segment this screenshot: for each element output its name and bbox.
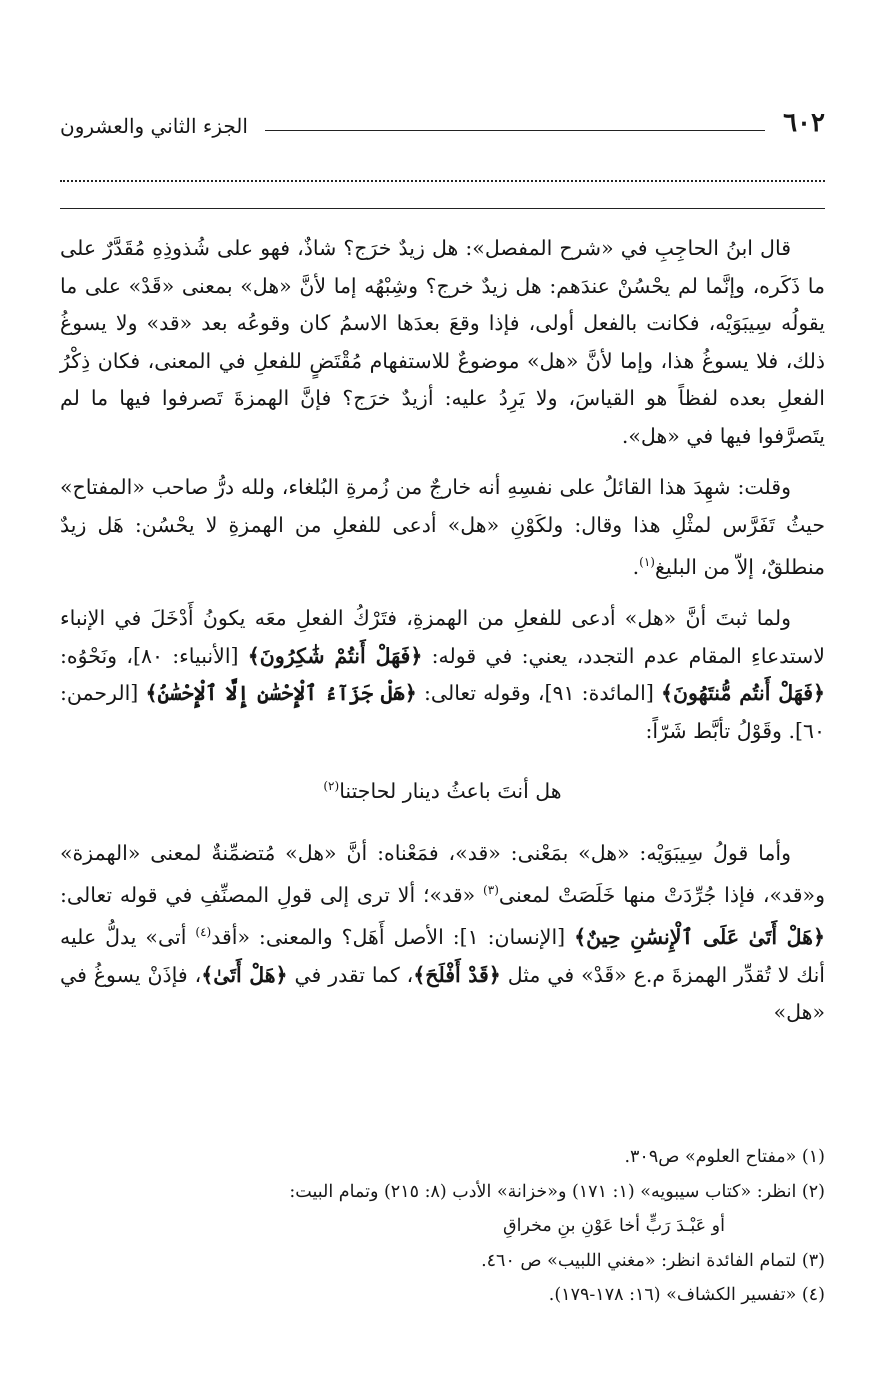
quran-verse: ﴿هَلْ جَزَآءُ ٱلْإِحْسَٰنِ إِلَّا ٱلْإِحْسَٰنُ﴾ [145, 681, 417, 706]
quran-verse: ﴿فَهَلْ أَنتُمْ شَٰكِرُونَ﴾ [247, 643, 423, 668]
quran-verse: ﴿هَلْ أَتَىٰ عَلَى ٱلْإِنسَٰنِ حِينٌ﴾ [574, 925, 826, 950]
book-page [60, 108, 826, 1305]
page-number: ٦٠٢ [783, 108, 825, 138]
paragraph-text: أتى» يدلُّ عليه أنك لا تُقدِّر الهمزةَ م.ع «قَدْ» في مثل [60, 925, 825, 987]
quran-verse: ﴿هَلْ أَتَىٰ﴾ [201, 962, 288, 987]
main-text [60, 230, 825, 1046]
dotted-separator [60, 180, 825, 182]
paragraph [60, 230, 825, 455]
verse-text: هل أنتَ باعثُ دينار لحاجتنا [339, 779, 562, 804]
paragraph-text: قال ابنُ الحاجِبِ في «شرح المفصل»: هل زيدٌ خرَج؟ شاذٌ، فهو على شُذوذِهِ مُقَدَّرٌ على ما ذَكَره، وإنَّما لم يحْسُنْ عندَهم: هل زيدٌ خرج؟ وشِبْهُه إما لأنَّ «هل» بمعنى «قَدْ» على ما يقولُه سِيبَوَيْه، فكانت بالفعل أولى، فإذا وقعَ بعدَها الاسمُ كان وقوعُه بعد «قد» ولا يسوغُ ذلك، فلا يسوغُ هذا، وإما لأنَّ «هل» موضوعٌ للاستفهام مُقْتَضٍ للفعلِ في المعنى، فكان ذِكْرُ الفعلِ بعده لفظاً هو القياسَ، ولا يَرِدُ عليه: أزيدٌ خرَج؟ فإنَّ الهمزةَ تَصرفوا فيها ما لم يتَصرَّفوا فيها في «هل». [60, 236, 825, 448]
paragraph-text: . [632, 554, 640, 579]
paragraph-text: [الإنسان: ١]: الأصل أَهَل؟ والمعنى: «أقد [211, 925, 575, 950]
header-rule [265, 130, 765, 131]
footnote-ref: (٤) [195, 925, 212, 940]
footnote-3: (٣) لتمام الفائدة انظر: «مغني اللبيب» ص ٤٦٠. [481, 1250, 825, 1271]
paragraph [60, 469, 825, 586]
footnote-ref: (١) [639, 555, 655, 569]
footnote-2: (٢) انظر: «كتاب سيبويه» (١: ١٧١) و«خزانة» الأدب (٨: ٢١٥) وتمام البيت: [289, 1181, 825, 1202]
footnote-1: (١) «مفتاح العلوم» ص٣٠٩. [624, 1147, 825, 1167]
paragraph [60, 835, 825, 1032]
paragraph-text: [الرحمن: ٦٠]. وقَوْلُ تأبَّط شَرّاً: [60, 681, 825, 743]
paragraph-text: «قد»؛ ألا ترى إلى قولِ المصنِّفِ في قوله تعالى: [60, 882, 484, 907]
paragraph-text: وأما قولُ سِيبَوَيْه: «هل» بمَعْنى: «قد»، فمَعْناه: أنَّ «هل» مُتضمِّنةٌ لمعنى «الهمزة» و«قد»، فإذا جُرِّدَتْ منها خَلَصَتْ لمعنى [60, 840, 825, 907]
poetry-verse [60, 768, 825, 810]
footnote-ref: (٣) [483, 883, 499, 898]
paragraph-text: [الأنبياء: ٨٠]، ونَحْوُه: [60, 643, 248, 668]
paragraph-text: ، كما تقدر في [287, 962, 414, 987]
paragraph-text: ، فإذَنْ يسوغُ في «هل» [60, 962, 825, 1025]
footnote-4: (٤) «تفسير الكشاف» (١٦: ١٧٨-١٧٩). [548, 1285, 825, 1305]
page-header [60, 108, 825, 154]
header-separator-line [60, 208, 825, 209]
footnote-ref: (٢) [323, 779, 340, 794]
footnotes [60, 1140, 825, 1313]
footnote-2-verse: أو عَبْـدَ رَبٍّ أخا عَوْنِ بنِ مخراقِ [503, 1216, 725, 1236]
paragraph-text: وقلت: شهِدَ هذا القائلُ على نفسِهِ أنه خارجٌ من زُمرةِ البُلغاء، ولله درُّ صاحب «المفتاح» حيثُ تَفَرَّس لمثْلِ هذا وقال: ولكَوْنِ «هل» أدعى للفعلِ من الهمزةِ لا يحْسُن: هَل زيدٌ منطلقٌ، إلاّ من البليغ [60, 475, 825, 579]
quran-verse: ﴿فَهَلْ أَنتُم مُّنتَهُونَ﴾ [660, 681, 826, 706]
running-title: الجزء الثاني والعشرون [60, 114, 248, 138]
paragraph [60, 600, 825, 750]
quran-verse: ﴿قَدْ أَفْلَحَ﴾ [413, 962, 501, 987]
paragraph-text: ولما ثبتَ أنَّ «هل» أدعى للفعلِ من الهمزةِ، فتَرْكُ الفعلِ معَه يكونُ أَدْخَلَ في الإنباء لاستدعاءِ المقام عدم التجدد، يعني: في قوله: [60, 606, 825, 668]
paragraph-text: [المائدة: ٩١]، وقوله تعالى: [416, 681, 661, 706]
